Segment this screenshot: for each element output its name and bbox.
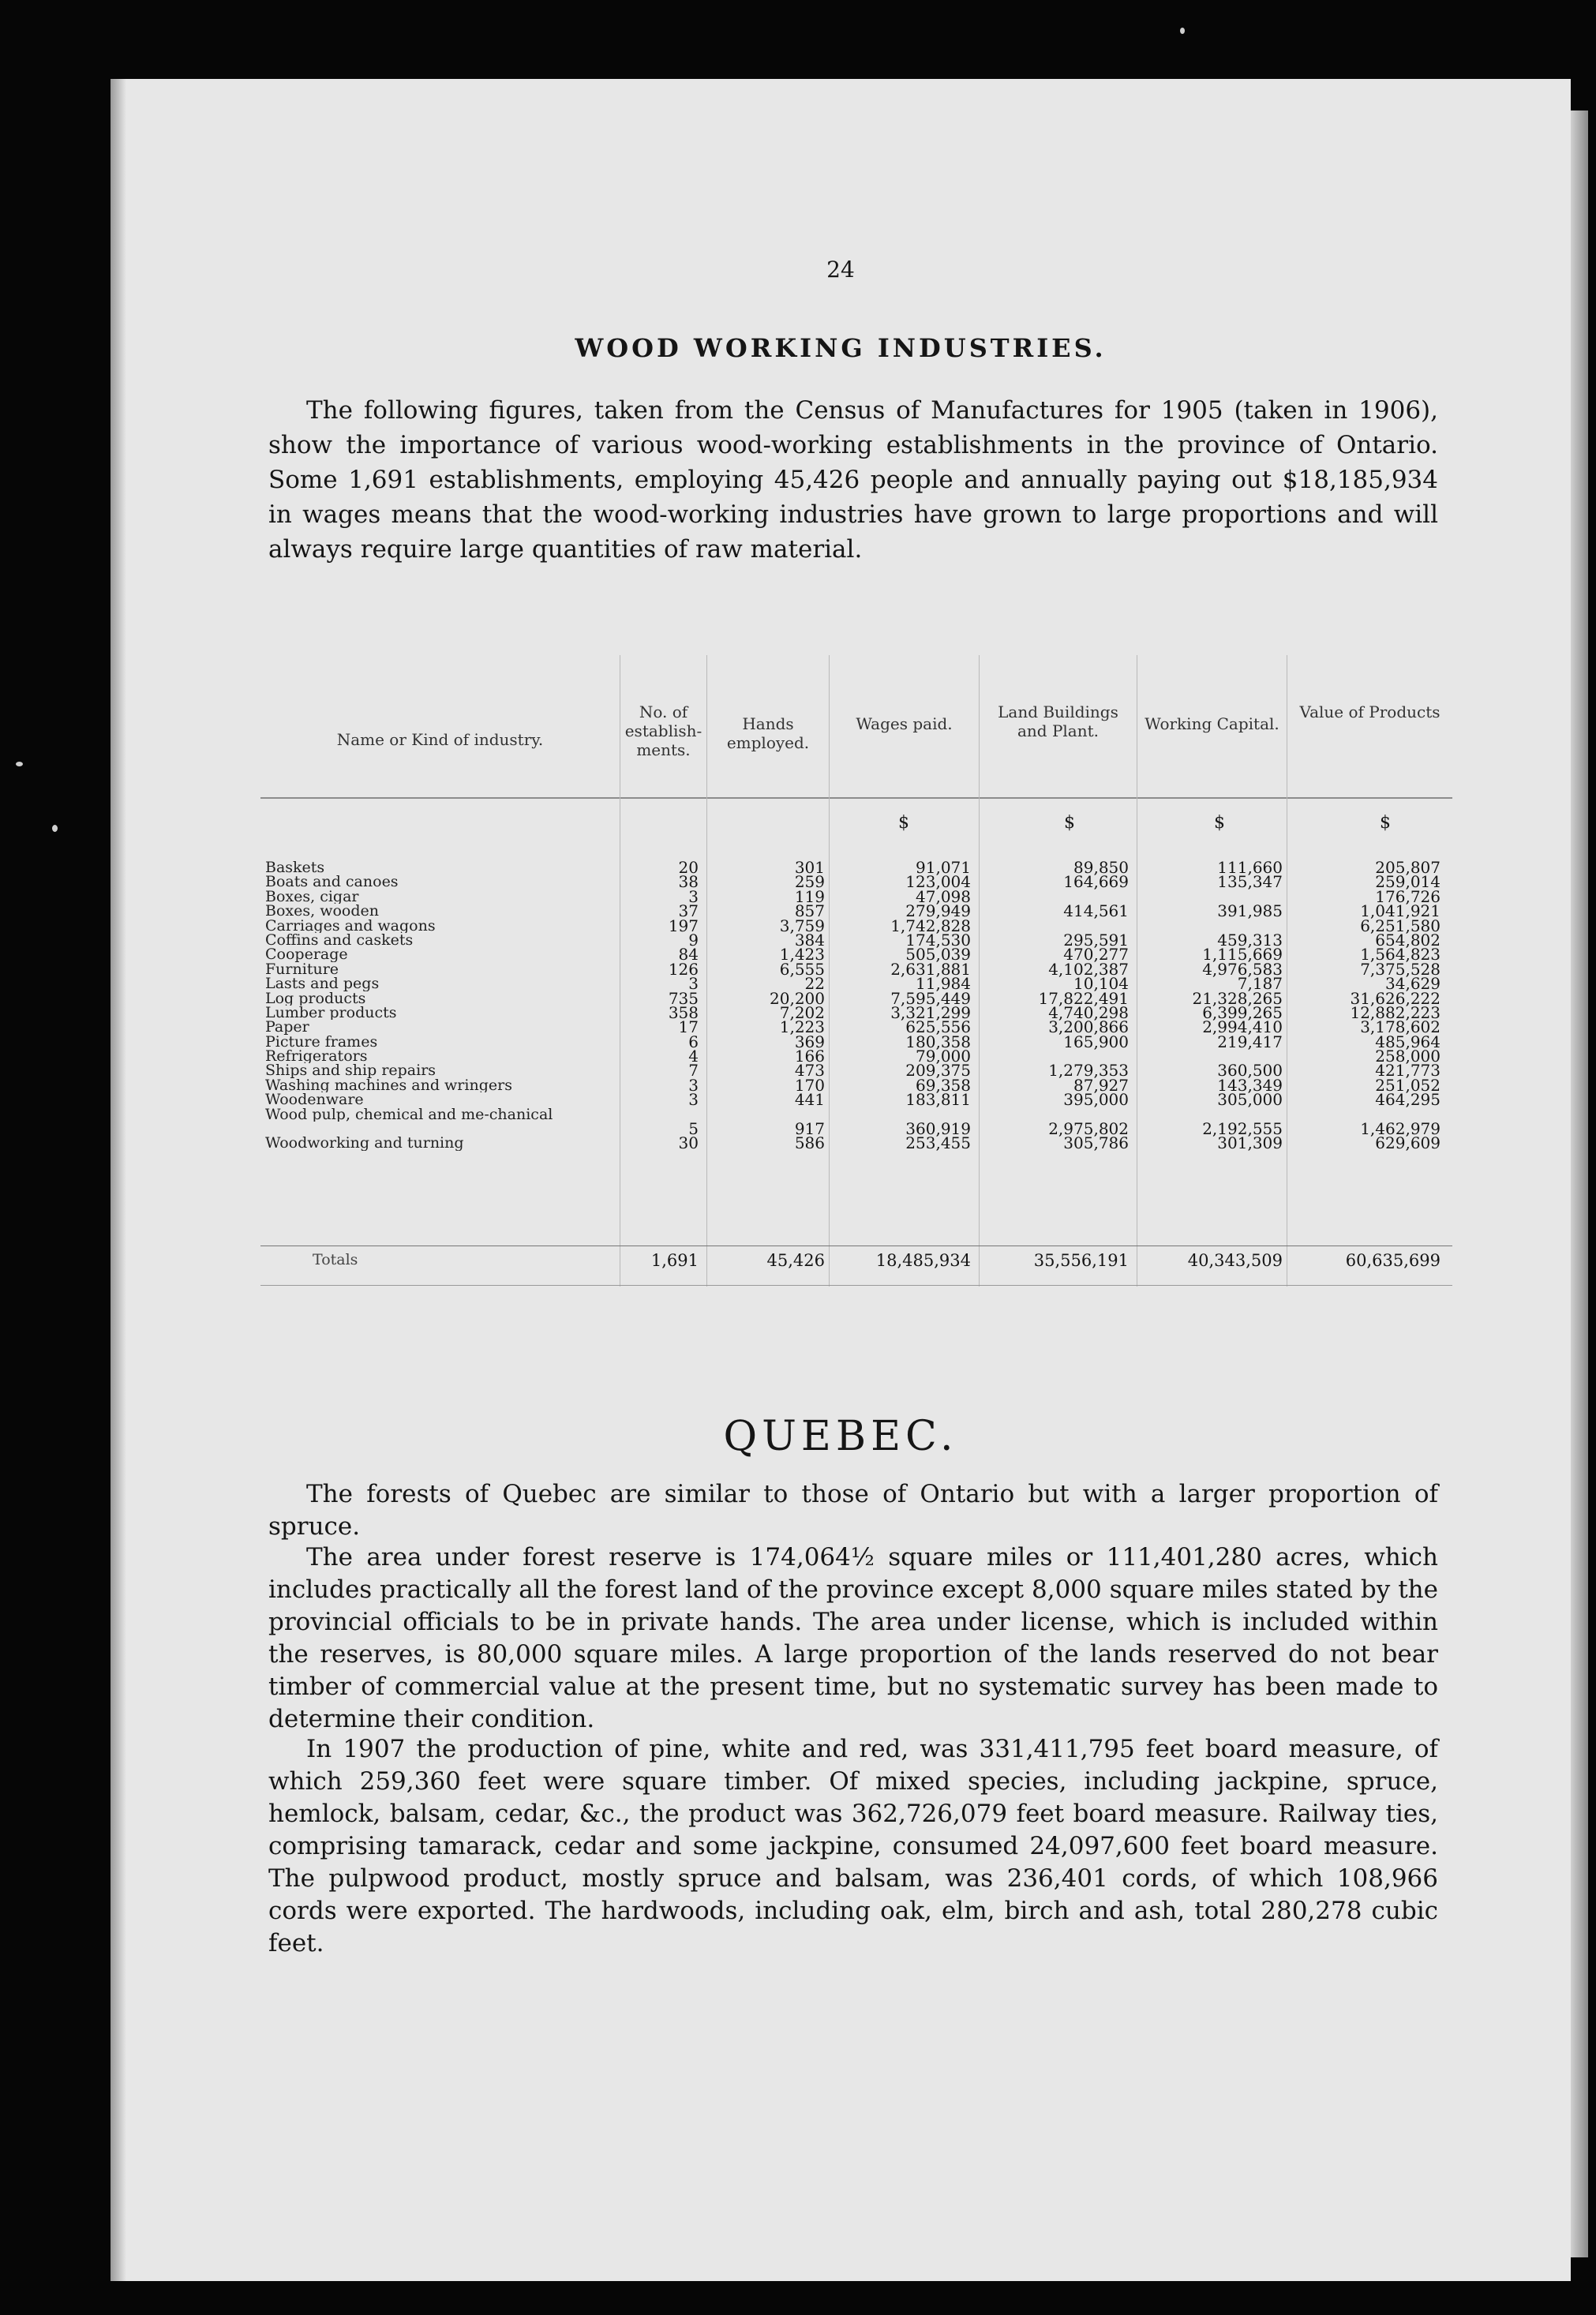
cell-capital: 391,985 (1217, 901, 1283, 921)
cell-wages: 1,742,828 (890, 916, 971, 935)
totals-land: 35,556,191 (1033, 1251, 1129, 1270)
industry-name: Washing machines and wringers (265, 1077, 512, 1093)
cell-value: 485,964 (1375, 1032, 1441, 1051)
cell-value: 205,807 (1375, 858, 1441, 877)
cell-capital: 4,976,583 (1202, 959, 1283, 979)
cell-capital: 305,000 (1217, 1090, 1283, 1110)
cell-establishments: 3 (688, 1075, 699, 1095)
industry-name: Log products (265, 991, 366, 1006)
cell-hands: 7,202 (779, 1002, 825, 1022)
industry-name: Woodworking and turning (265, 1136, 464, 1151)
cell-land: 395,000 (1063, 1090, 1129, 1110)
cell-establishments: 5 (688, 1119, 699, 1139)
currency-symbol: $ (1214, 813, 1225, 833)
cell-establishments: 3 (688, 1090, 699, 1110)
cell-hands: 3,759 (779, 916, 825, 935)
quebec-paragraph: The area under forest reserve is 174,064½ square miles or 111,401,280 acres, which includes practically all the forest land of the province except 8,000 square miles stated by the provincial officials to be in private hands. The area under license, which is included within the reserves, is 80,000 square miles. A large proportion of the lands reserved do not bear timber of commercial value at the present time, but no systematic survey has been made to determine their condition. (268, 1543, 1438, 1733)
cell-hands: 259 (794, 872, 825, 892)
cell-land: 4,740,298 (1048, 1002, 1129, 1022)
cell-establishments: 30 (678, 1133, 699, 1153)
industry-name: Refrigerators (265, 1049, 368, 1064)
cell-hands: 1,423 (779, 945, 825, 965)
cell-establishments: 37 (678, 901, 699, 921)
cell-wages: 279,949 (905, 901, 971, 921)
cell-land: 4,102,387 (1048, 959, 1129, 979)
cell-wages: 123,004 (905, 872, 971, 892)
totals-capital: 40,343,509 (1187, 1251, 1283, 1270)
header-hands: Hands employed. (726, 714, 810, 752)
cell-establishments: 17 (678, 1017, 699, 1037)
page-shadow (111, 79, 126, 2281)
cell-hands: 369 (794, 1032, 825, 1051)
industry-name: Ships and ship repairs (265, 1063, 436, 1078)
cell-capital: 135,347 (1217, 872, 1283, 892)
table-bottom-rule (260, 1285, 1452, 1286)
cell-hands: 22 (804, 974, 825, 994)
cell-capital: 2,994,410 (1202, 1017, 1283, 1037)
cell-land: 10,104 (1073, 974, 1129, 994)
cell-establishments: 3 (688, 886, 699, 906)
intro-paragraph: The following figures, taken from the Census of Manufactures for 1905 (taken in 1906), show the importance of various wood-working establishments in the province of Ontario. Some 1,691 establishments, employing 45,426 people and annually paying out $18,185,934 in wages means that the wood-working industries have grown to large proportions and will always require large quantities of raw material. (268, 396, 1438, 564)
cell-capital: 360,500 (1217, 1061, 1283, 1081)
table-row (260, 1107, 1452, 1137)
cell-value: 464,295 (1375, 1090, 1441, 1110)
cell-establishments: 84 (678, 945, 699, 965)
scanned-page (111, 79, 1571, 2281)
cell-wages: 209,375 (905, 1061, 971, 1081)
cell-value: 259,014 (1375, 872, 1441, 892)
header-capital: Working Capital. (1145, 714, 1279, 733)
quebec-title: QUEBEC. (723, 1413, 958, 1460)
page-number: 24 (826, 257, 855, 283)
cell-wages: 7,595,449 (890, 988, 971, 1008)
cell-capital: 219,417 (1217, 1032, 1283, 1051)
table-row (260, 872, 1452, 892)
cell-hands: 586 (794, 1133, 825, 1153)
cell-wages: 360,919 (905, 1119, 971, 1139)
cell-capital: 459,313 (1217, 930, 1283, 950)
cell-land: 470,277 (1063, 945, 1129, 965)
header-rule (260, 797, 1452, 799)
table-row (260, 1032, 1452, 1051)
cell-wages: 183,811 (905, 1090, 971, 1110)
cell-land: 414,561 (1063, 901, 1129, 921)
cell-land: 165,900 (1063, 1032, 1129, 1051)
cell-hands: 166 (794, 1047, 825, 1066)
industry-name: Boats and canoes (265, 875, 399, 890)
cell-value: 7,375,528 (1360, 959, 1441, 979)
totals-row (260, 1251, 1452, 1275)
cell-value: 654,802 (1375, 930, 1441, 950)
industry-table (260, 608, 1452, 1310)
cell-hands: 857 (794, 901, 825, 921)
cell-value: 421,773 (1375, 1061, 1441, 1081)
header-establishments: No. of establish-ments. (624, 702, 702, 759)
currency-symbol: $ (898, 813, 909, 833)
quebec-paragraph: The forests of Quebec are similar to those of Ontario but with a larger proportion of spruce. (268, 1480, 1438, 1541)
header-land: Land Buildings and Plant. (998, 702, 1118, 740)
cell-wages: 3,321,299 (890, 1002, 971, 1022)
cell-capital: 2,192,555 (1202, 1119, 1283, 1139)
totals-establishments: 1,691 (650, 1251, 699, 1270)
industry-name: Lumber products (265, 1005, 397, 1021)
cell-hands: 917 (794, 1119, 825, 1139)
table-body (260, 860, 1452, 1151)
table-row (260, 1133, 1452, 1153)
cell-hands: 6,555 (779, 959, 825, 979)
cell-land: 89,850 (1073, 858, 1129, 877)
cell-land: 3,200,866 (1048, 1017, 1129, 1037)
cell-capital: 301,309 (1217, 1133, 1283, 1153)
cell-hands: 301 (794, 858, 825, 877)
cell-capital: 143,349 (1217, 1075, 1283, 1095)
cell-land: 17,822,491 (1038, 988, 1129, 1008)
cell-value: 31,626,222 (1350, 988, 1441, 1008)
cell-establishments: 38 (678, 872, 699, 892)
cell-wages: 253,455 (905, 1133, 971, 1153)
cell-establishments: 358 (668, 1002, 699, 1022)
cell-hands: 441 (794, 1090, 825, 1110)
industry-name: Baskets (265, 860, 325, 875)
cell-wages: 625,556 (905, 1017, 971, 1037)
industry-name: Paper (265, 1020, 309, 1035)
currency-symbol: $ (1380, 813, 1391, 833)
cell-land: 87,927 (1073, 1075, 1129, 1095)
quebec-paragraph: In 1907 the production of pine, white and red, was 331,411,795 feet board measure, of which 259,360 feet were square timber. Of mixed species, including jackpine, spruce, hemlock, balsam, cedar, &c., the product was 362,726,079 feet board measure. Railway ties, comprising tamarack, cedar and some jackpine, consumed 24,097,600 feet board measure. The pulpwood product, mostly spruce and balsam, was 236,401 cords, of which 108,966 cords were exported. The hardwoods, including oak, elm, birch and ash, total 280,278 cubic feet. (268, 1735, 1438, 1957)
industry-name: Lasts and pegs (265, 976, 380, 991)
cell-wages: 91,071 (916, 858, 971, 877)
industry-name: Carriages and wagons (265, 918, 436, 933)
cell-hands: 20,200 (770, 988, 825, 1008)
film-speck (52, 825, 58, 832)
film-speck (1180, 28, 1185, 34)
industry-name: Furniture (265, 961, 339, 977)
table-row (260, 901, 1452, 921)
header-value: Value of Products (1299, 702, 1441, 721)
header-wages: Wages paid. (856, 714, 953, 733)
cell-land: 305,786 (1063, 1133, 1129, 1153)
cell-value: 629,609 (1375, 1133, 1441, 1153)
industry-name: Picture frames (265, 1034, 378, 1050)
header-name: Name or Kind of industry. (336, 730, 544, 749)
cell-establishments: 735 (668, 988, 699, 1008)
totals-hands: 45,426 (766, 1251, 825, 1270)
cell-value: 1,462,979 (1360, 1119, 1441, 1139)
cell-wages: 79,000 (916, 1047, 971, 1066)
cell-value: 6,251,580 (1360, 916, 1441, 935)
cell-hands: 170 (794, 1075, 825, 1095)
cell-hands: 473 (794, 1061, 825, 1081)
totals-value: 60,635,699 (1345, 1251, 1441, 1270)
cell-value: 251,052 (1375, 1075, 1441, 1095)
totals-label: Totals (313, 1251, 358, 1268)
cell-land: 164,669 (1063, 872, 1129, 892)
cell-value: 12,882,223 (1350, 1002, 1441, 1022)
cell-wages: 180,358 (905, 1032, 971, 1051)
cell-land: 2,975,802 (1048, 1119, 1129, 1139)
cell-value: 1,564,823 (1360, 945, 1441, 965)
cell-land: 1,279,353 (1048, 1061, 1129, 1081)
cell-value: 176,726 (1375, 886, 1441, 906)
currency-symbol: $ (1064, 813, 1075, 833)
cell-wages: 2,631,881 (890, 959, 971, 979)
section-title: WOOD WORKING INDUSTRIES. (575, 333, 1107, 363)
industry-name: Wood pulp, chemical and me-chanical (265, 1107, 553, 1122)
totals-wages: 18,485,934 (875, 1251, 971, 1270)
cell-land: 295,591 (1063, 930, 1129, 950)
cell-establishments: 7 (688, 1061, 699, 1081)
industry-name: Cooperage (265, 947, 348, 962)
industry-name: Woodenware (265, 1092, 364, 1107)
cell-wages: 11,984 (916, 974, 971, 994)
cell-wages: 47,098 (916, 886, 971, 906)
industry-name: Boxes, wooden (265, 904, 379, 919)
cell-wages: 505,039 (905, 945, 971, 965)
cell-value: 1,041,921 (1360, 901, 1441, 921)
industry-name: Boxes, cigar (265, 889, 359, 905)
cell-establishments: 20 (678, 858, 699, 877)
cell-capital: 1,115,669 (1202, 945, 1283, 965)
industry-name: Coffins and caskets (265, 932, 414, 948)
cell-value: 34,629 (1385, 974, 1441, 994)
table-row (260, 1090, 1452, 1110)
cell-hands: 119 (794, 886, 825, 906)
cell-capital: 6,399,265 (1202, 1002, 1283, 1022)
cell-value: 3,178,602 (1360, 1017, 1441, 1037)
cell-capital: 21,328,265 (1192, 988, 1283, 1008)
cell-establishments: 197 (668, 916, 699, 935)
film-speck (16, 762, 23, 766)
cell-hands: 384 (794, 930, 825, 950)
page-edge (1571, 111, 1588, 2257)
cell-hands: 1,223 (779, 1017, 825, 1037)
cell-wages: 174,530 (905, 930, 971, 950)
cell-establishments: 4 (688, 1047, 699, 1066)
cell-establishments: 9 (688, 930, 699, 950)
cell-capital: 7,187 (1237, 974, 1283, 994)
cell-capital: 111,660 (1217, 858, 1283, 877)
cell-establishments: 126 (668, 959, 699, 979)
cell-wages: 69,358 (916, 1075, 971, 1095)
cell-value: 258,000 (1375, 1047, 1441, 1066)
cell-establishments: 3 (688, 974, 699, 994)
cell-establishments: 6 (688, 1032, 699, 1051)
